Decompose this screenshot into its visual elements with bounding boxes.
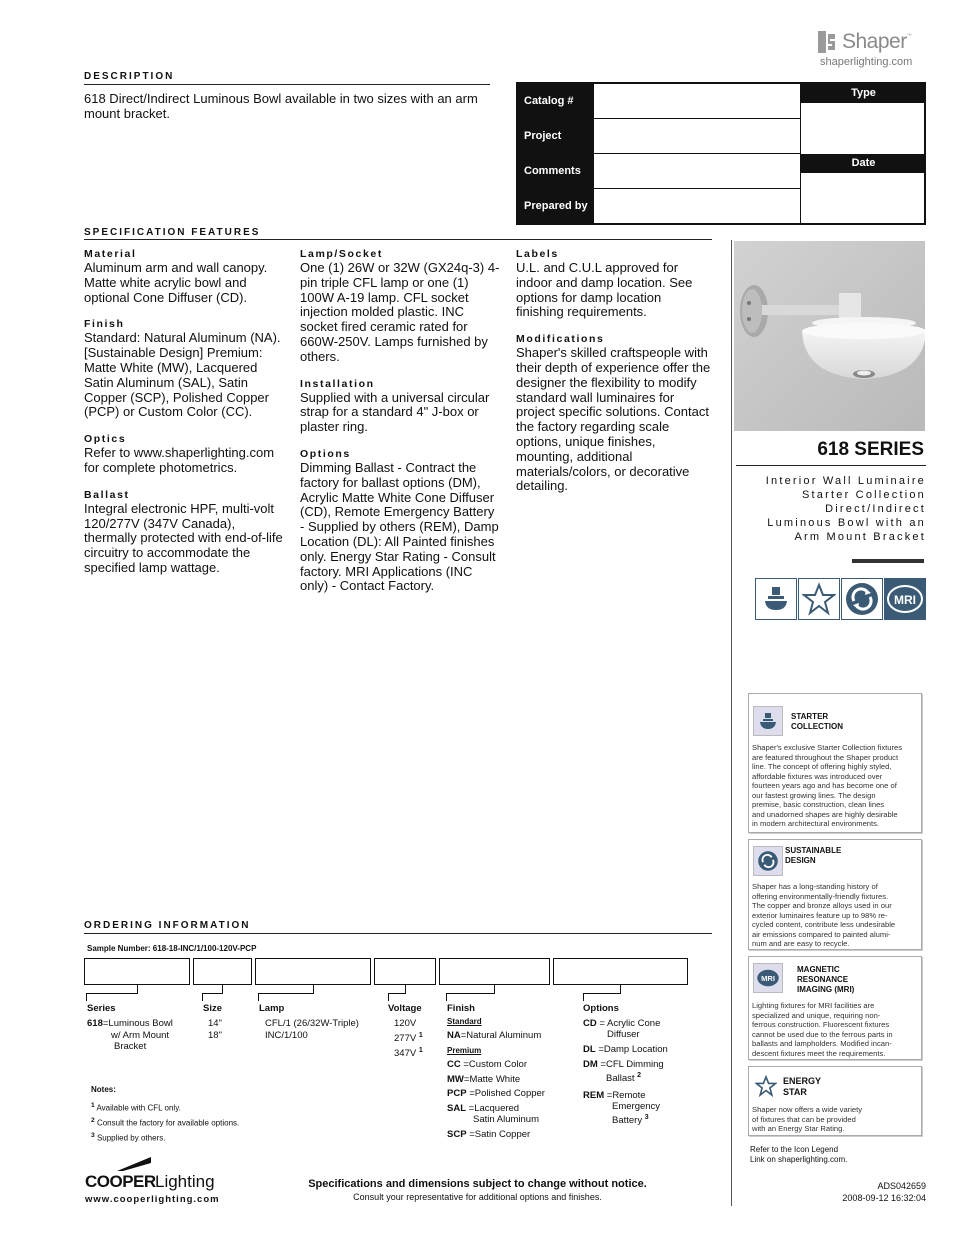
feature-text: Shaper's skilled craftspeople with their depth of experience offer the designer the flexibility to modify standard wall luminaires for project specific solutions. Contact the factory regarding scale options, unique finishes, mounting, additional materials/colors, or decorative detailing.	[516, 345, 711, 494]
ordering-heading: ORDERING INFORMATION	[84, 920, 251, 931]
cooper-logo-icon	[117, 1157, 151, 1171]
starter-collection-card	[748, 693, 922, 833]
energy-star-icon	[798, 578, 840, 620]
icon-legend-note: Refer to the Icon Legend Link on shaperlighting.com.	[750, 1145, 848, 1164]
notes-label: Notes:	[91, 1085, 116, 1094]
spec-column-1	[84, 248, 284, 589]
spec-column-2	[300, 248, 500, 607]
card-title: STARTER COLLECTION	[791, 712, 843, 731]
shaper-url: shaperlighting.com	[820, 56, 913, 68]
cooper-url[interactable]: www.cooperlighting.com	[85, 1194, 220, 1205]
subtitle-line: Luminous Bowl with an	[767, 517, 926, 529]
subtitle-line: Direct/Indirect	[825, 503, 926, 515]
feature-text: Refer to www.shaperlighting.com for complete photometrics.	[84, 445, 275, 475]
starter-collection-icon	[753, 706, 783, 736]
feature-title: Optics	[84, 433, 127, 446]
card-title: MAGNETIC RESONANCE IMAGING (MRI)	[797, 965, 855, 994]
type-field[interactable]	[800, 103, 926, 154]
subtitle-line: Interior Wall Luminaire	[765, 475, 926, 487]
description-heading: DESCRIPTION	[84, 71, 175, 82]
prepared-by-label: Prepared by	[518, 189, 594, 223]
options-column: Options CD = Acrylic Cone Diffuser DL =Damp Location DM =CFL Dimming Ballast $^2$ REM =Remote Emergency Battery $^3$	[583, 1003, 668, 1127]
catalog-table	[516, 82, 926, 225]
lamp-column: Lamp CFL/1 (26/32W-Triple) INC/1/100	[259, 1003, 359, 1041]
feature-title: Finish	[84, 318, 125, 331]
svg-text:MRI: MRI	[894, 593, 916, 607]
project-row	[518, 119, 800, 154]
sustainable-design-icon	[753, 846, 783, 876]
feature-title: Modifications	[516, 333, 605, 346]
card-text: Shaper's exclusive Starter Collection fixtures are featured throughout the Shaper product line. The concept of offering highly styled, affordable fixtures was introduced over fourteen years ago and has become one of our fastest growing lines. The design premise, basic construction, clean lines and unadorned shapes are highly desirable in modern architectural environments.	[752, 743, 903, 828]
doc-code: ADS042659	[877, 1181, 926, 1191]
series-box[interactable]	[84, 958, 190, 985]
cooper-lighting-logo	[85, 1160, 225, 1190]
product-subtitle	[736, 474, 926, 544]
feature-text: One (1) 26W or 32W (GX24q-3) 4-pin triple CFL lamp or one (1) 100W A-19 lamp. CFL socket injection molded plastic. INC socket fired ceramic rated for 660W-250V. Lamps furnished by others.	[300, 260, 500, 364]
feature-text: Aluminum arm and wall canopy. Matte white acrylic bowl and optional Cone Diffuser (CD).	[84, 260, 268, 305]
cooper-brand: COOPER	[85, 1172, 156, 1191]
luminaire-image	[734, 241, 925, 431]
disclaimer: Specifications and dimensions subject to change without notice.	[308, 1178, 647, 1190]
project-field[interactable]	[594, 119, 800, 153]
catalog-row	[518, 84, 800, 119]
mri-card	[748, 956, 922, 1060]
comments-field[interactable]	[594, 154, 800, 188]
card-text: Shaper now offers a wide variety of fixtures that can be provided with an Energy Star Rating.	[752, 1105, 863, 1133]
catalog-label: Catalog #	[518, 84, 594, 118]
feature-text: U.L. and C.U.L approved for indoor and damp location. See options for damp location finishing requirements.	[516, 260, 693, 320]
finish-column: Finish Standard NA=Natural Aluminum Premium CC =Custom Color MW=Matte White PCP =Polished Copper SAL =Lacquered Satin Aluminum SCP =Satin Copper	[447, 1003, 545, 1141]
card-text: Shaper has a long-standing history of offering environmentally-friendly fixtures. The copper and bronze alloys used in our exterior luminaires feature up to 98% re- cycled content, contribute less undesirable air emissions compared to painted alumi- num and are easy to recycle.	[752, 882, 896, 948]
type-label: Type	[800, 84, 926, 103]
mri-icon	[753, 963, 783, 993]
card-title: ENERGY STAR	[783, 1076, 822, 1097]
feature-text: Supplied with a universal circular strap for a standard 4" J-box or plaster ring.	[300, 389, 490, 435]
notes-list: $^1$ Available with CFL only. $^2$ Consult the factory for available options. $^3$ Supplied by others.	[91, 1102, 240, 1143]
project-label: Project	[518, 119, 594, 153]
lamp-box[interactable]	[255, 958, 371, 985]
starter-collection-icon	[755, 578, 797, 620]
series-title: 618 SERIES	[817, 439, 924, 460]
subtitle-line: Arm Mount Bracket	[794, 531, 926, 543]
sustainable-design-icon	[841, 578, 883, 620]
shaper-brand-name: Shaper	[842, 30, 907, 53]
sample-number: Sample Number: 618-18-INC/1/100-120V-PCP	[87, 944, 257, 953]
feature-title: Material	[84, 248, 137, 260]
card-title: SUSTAINABLE DESIGN	[785, 846, 842, 865]
cooper-lighting-text: Lighting	[155, 1172, 215, 1191]
feature-title: Installation	[300, 377, 375, 390]
feature-text: Integral electronic HPF, multi-volt 120/277V (347V Canada), thermally protected with end-of-life circuitry to accommodate the specified lamp wattage.	[84, 500, 283, 575]
prepared-by-field[interactable]	[594, 189, 800, 223]
product-photo	[734, 241, 925, 431]
comments-label: Comments	[518, 154, 594, 188]
shaper-logo-icon	[818, 31, 836, 53]
consult-note: Consult your representative for additional options and finishes.	[353, 1192, 602, 1202]
date-field[interactable]	[800, 173, 926, 223]
catalog-number-field[interactable]	[594, 84, 800, 118]
feature-text: Standard: Natural Aluminum (NA). [Sustainable Design] Premium: Matte White (MW), Lacquered Satin Aluminum (SAL), Satin Copper (SCP), Polished Copper (PCP) or Custom Color (CC).	[84, 330, 281, 420]
voltage-column: Voltage 120V 277V $^1$ 347V $^1$	[388, 1003, 423, 1060]
card-text: Lighting fixtures for MRI facilities are specialized and unique, requiring non- ferrous construction. Fluorescent fixtures cannot be used due to the ferrous parts in ballasts and lampholders. Modified incan- descent fixtures meet the requirements.	[752, 1001, 893, 1058]
description-text: 618 Direct/Indirect Luminous Bowl available in two sizes with an arm mount bracket.	[84, 91, 478, 121]
finish-box[interactable]	[439, 958, 550, 985]
spec-heading: SPECIFICATION FEATURES	[84, 227, 261, 238]
doc-date: 2008-09-12 16:32:04	[842, 1193, 926, 1203]
mri-icon	[884, 578, 926, 620]
size-box[interactable]	[193, 958, 252, 985]
series-column: Series 618=Luminous Bowl w/ Arm Mount Bracket	[87, 1003, 173, 1052]
feature-title: Lamp/Socket	[300, 248, 383, 260]
feature-title: Labels	[516, 248, 559, 260]
spec-column-3	[516, 248, 712, 507]
energy-star-card	[748, 1066, 922, 1136]
voltage-box[interactable]	[374, 958, 436, 985]
shaper-logo: Shaper ™	[818, 30, 928, 54]
options-box[interactable]	[553, 958, 688, 985]
subtitle-line: Starter Collection	[802, 489, 926, 501]
date-label: Date	[800, 154, 926, 173]
energy-star-icon	[755, 1075, 777, 1102]
sustainable-design-card	[748, 839, 922, 950]
comments-row	[518, 154, 800, 189]
size-column: Size 14" 18"	[203, 1003, 223, 1041]
feature-text: Dimming Ballast - Contract the factory for ballast options (DM), Acrylic Matte White Cone Diffuser (CD), Remote Emergency Battery - Supplied by others (REM), Damp Location (DL): All Painted finishes only. Energy Star Rating - Consult factory. MRI Applications (INC only) - Contact Factory.	[300, 459, 499, 594]
svg-text:MRI: MRI	[761, 974, 775, 984]
prepared-by-row	[518, 189, 800, 223]
feature-title: Ballast	[84, 488, 130, 501]
feature-title: Options	[300, 447, 351, 460]
